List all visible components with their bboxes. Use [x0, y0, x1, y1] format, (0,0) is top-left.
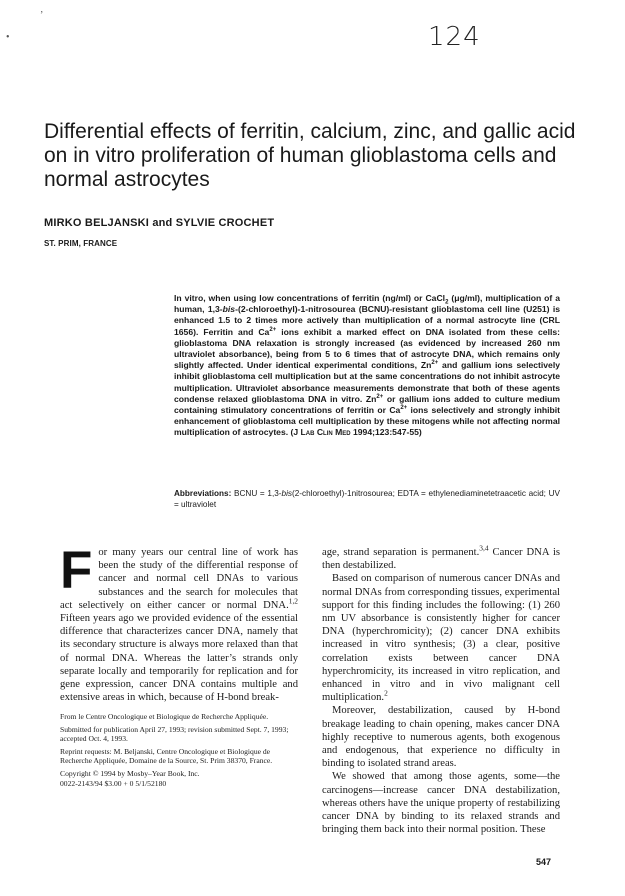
abbreviations-label: Abbreviations:: [174, 489, 232, 498]
paragraph-text: age, strand separation is permanent.: [322, 547, 480, 558]
corner-mark: ’: [40, 10, 44, 21]
paragraph: [60, 541, 298, 704]
abstract-text: and gallium ions selectively inhibit glioblastoma cell multiplication but at the same concentrations do not inhibit astrocyte multiplication. Ultraviolet absorbance measurements demonstrate that both of these agents condense relaxed glioblastoma DNA in vitro. Zn: [174, 360, 560, 404]
journal-abbreviation: Lab Clin Med: [300, 427, 351, 438]
article-title: Differential effects of ferritin, calcium, zinc, and gallic acid on in vitro proliferation of human glioblastoma cells and normal astrocytes: [44, 120, 576, 191]
abstract: [174, 293, 560, 439]
paragraph-text: Cancer DNA is then destabilized.: [322, 547, 561, 572]
abstract-superscript: 2+: [400, 405, 408, 412]
paragraph: We showed that among those agents, some—the carcinogens—increase cancer DNA destabilization, whereas others have the unique property of restabilizing cancer DNA by binding to its relaxed strands and bringing them back into their normal position. These: [322, 771, 560, 836]
abstract-subscript: 2: [445, 299, 449, 306]
abstract-text: ions selectively and strongly inhibit enhancement of glioblastoma cell multiplication by these mitogens while not affecting normal multiplication of astrocytes. (J: [174, 405, 560, 438]
abstract-text: (μg/ml), multiplication of a human, 1,3-: [174, 293, 560, 315]
paragraph: [322, 543, 561, 572]
paragraph-text: or many years our central line of work has been the study of the differential response of cancer and normal cell DNAs to various substances and the search for molecules that act selectively on either cancer or normal DNA.: [60, 547, 298, 611]
footnote: Submitted for publication April 27, 1993; revision submitted Sept. 7, 1993; accepted Oct. 4, 1993.: [60, 724, 289, 744]
abstract-citation: 1994;123:547-55): [350, 427, 422, 438]
abstract-superscript: 2+: [376, 393, 384, 400]
article-authors: MIRKO BELJANSKI and SYLVIE CROCHET: [44, 217, 275, 229]
page-number: 547: [536, 857, 552, 867]
author-affiliation: ST. PRIM, FRANCE: [44, 239, 118, 248]
abbreviations-text: (2-chloroethyl)-1nitrosourea; EDTA = ethylenediaminetetraacetic acid; UV = ultraviolet: [174, 489, 560, 509]
body-column-left: [60, 541, 298, 704]
paragraph: Moreover, destabilization, caused by H-bond breakage leading to chain opening, makes cancer DNA highly receptive to numerous agents, both exogenous and endogenous, that experience no difficulty in binding to isolated strand areas.: [322, 705, 560, 770]
drop-cap: F: [60, 541, 93, 600]
abstract-text: -(2-chloroethyl)-1-nitrosourea (BCNU)-resistant glioblastoma cell line (U251) is enhanced 1.5 to 2 times more actively than multiplication of a normal astrocyte line (CRL 1656). Ferritin and Ca: [174, 304, 560, 337]
corner-dot: •: [6, 32, 10, 43]
paragraph-text: Based on comparison of numerous cancer DNAs and normal DNAs from corresponding tissues, experimental support for this finding includes the following: (1) 260 nm UV absorbance is consistently higher for cancer DNA (hyperchromicity); (2) cancer DNA exhibits increased in vitro synthesis; (3) a clear, positive correlation exists between cancer DNA hyperchromicity, its increased in vitro replication, and enhanced in vitro and in vivo malignant cell multiplication.: [322, 573, 560, 704]
paragraph: [322, 572, 560, 704]
abstract-superscript: 2+: [269, 326, 277, 333]
footnotes: [60, 712, 298, 791]
citation-superscript: 3,4: [479, 543, 489, 553]
abstract-text: In vitro, when using low concentrations of ferritin (ng/ml) or CaCl: [174, 293, 446, 303]
abbreviations-italic: bis: [281, 489, 292, 498]
footnote: 0022-2143/94 $3.00 + 0 5/1/52180: [60, 778, 167, 788]
abstract-text: ions exhibit a marked effect on DNA isolated from these cells: glioblastoma DNA relaxation is strongly increased (as evidenced by increased 260 nm ultraviolet absorbance), being from 5 to 6 times that of astrocyte DNA, which remains only slightly affected. Under identical experimental conditions, Zn: [174, 326, 560, 371]
citation-superscript: 1,2: [288, 596, 298, 606]
abbreviations: [174, 488, 560, 510]
footnote: Reprint requests: M. Beljanski, Centre Oncologique et Biologique de Recherche Appliquée, Domaine de la Source, St. Prim 38370, France.: [60, 746, 273, 766]
abstract-italic: bis: [222, 304, 236, 315]
paragraph-text: Fifteen years ago we provided evidence of the essential difference that characterizes cancer DNA, namely that its secondary structure is always more relaxed than that of normal DNA. Whereas the latter’s strands only separate locally and temporarily for replication and for gene expression, cancer DNA contains multiple and extensive areas in which, because of H-bond break-: [60, 613, 298, 704]
footnote: Copyright © 1994 by Mosby–Year Book, Inc.: [60, 768, 200, 778]
abstract-superscript: 2+: [431, 360, 439, 367]
footnote: From le Centre Oncologique et Biologique de Recherche Appliquée.: [60, 712, 269, 721]
handwritten-page-number: 124: [428, 22, 481, 52]
abbreviations-text: BCNU = 1,3-: [231, 489, 282, 498]
abstract-text: or gallium ions added to culture medium containing stimulatory concentrations of ferritin or Ca: [174, 393, 560, 416]
body-column-right: [322, 543, 561, 836]
citation-superscript: 2: [384, 688, 388, 698]
